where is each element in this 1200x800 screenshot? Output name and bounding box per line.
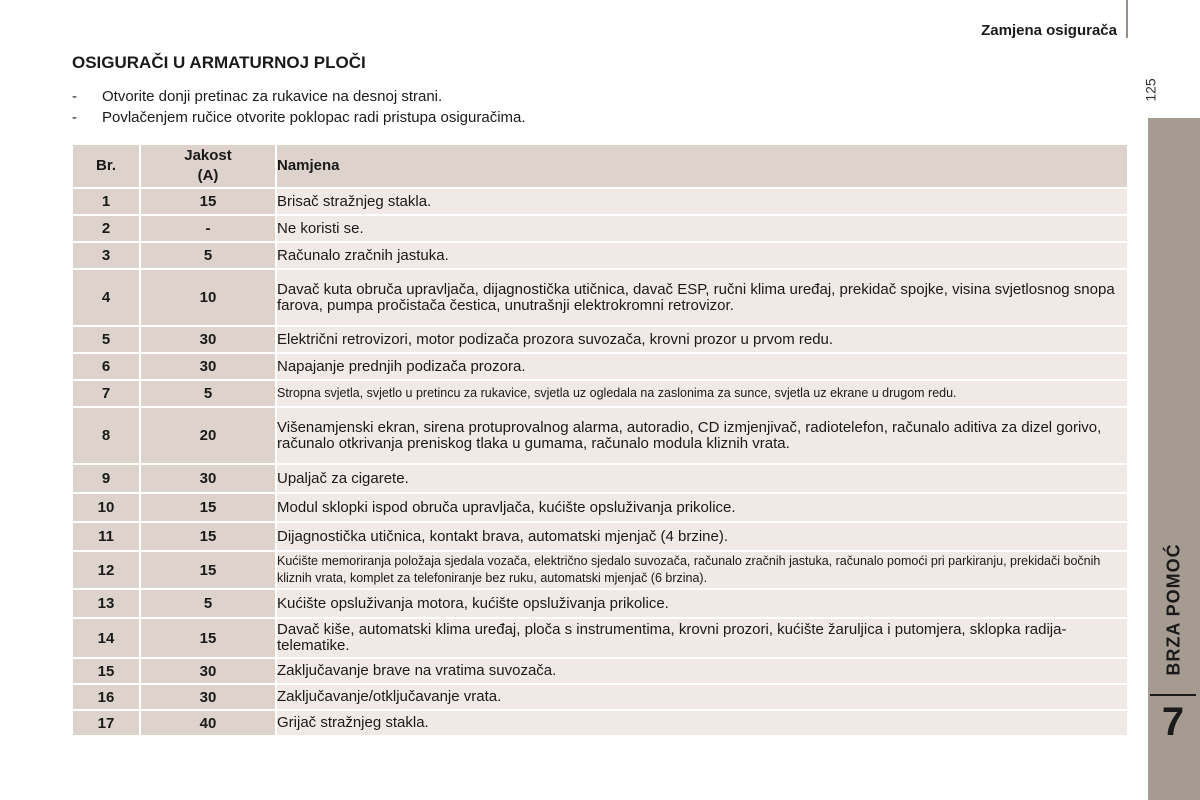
table-row [72,215,1128,242]
table-row [72,658,1128,684]
fuse-number: 10 [72,493,140,522]
fuse-purpose: Višenamjenski ekran, sirena protuprovalnog alarma, autoradio, CD izmjenjivač, radiotelefon, računalo aditiva za dizel gorivo, računalo otkrivanja preniskog tlaka u gumama, računalo modula kliznih vrata. [276,407,1128,464]
chapter-label-text: BRZA POMOĆ [1163,543,1184,676]
fuse-number: 17 [72,710,140,736]
table-row [72,493,1128,522]
table-row [72,684,1128,710]
fuse-number: 14 [72,618,140,658]
table-row [72,353,1128,380]
column-header-amperage-line1: Jakost [184,147,232,164]
chapter-label [1150,535,1196,695]
fuse-amperage: 30 [140,353,276,380]
fuse-amperage: 30 [140,464,276,493]
fuse-amperage: 15 [140,522,276,551]
instruction-text: Otvorite donji pretinac za rukavice na desnoj strani. [102,88,443,105]
fuse-purpose: Davač kiše, automatski klima uređaj, ploča s instrumentima, krovni prozori, kućište žaruljica i putomjera, sklopka radija-telematike. [276,618,1128,658]
fuse-number: 6 [72,353,140,380]
fuse-number: 9 [72,464,140,493]
fuse-number: 11 [72,522,140,551]
fuse-amperage: 40 [140,710,276,736]
table-row [72,464,1128,493]
header-divider [1126,0,1128,38]
fuse-amperage: 15 [140,188,276,215]
fuse-purpose: Upaljač za cigarete. [276,464,1128,493]
fuse-purpose: Grijač stražnjeg stakla. [276,710,1128,736]
fuse-number: 12 [72,551,140,589]
section-title: OSIGURAČI U ARMATURNOJ PLOČI [72,53,366,72]
fuse-amperage: 30 [140,684,276,710]
fuse-number: 15 [72,658,140,684]
table-row [72,242,1128,269]
fuse-amperage: - [140,215,276,242]
fuse-number: 1 [72,188,140,215]
fuse-purpose: Električni retrovizori, motor podizača prozora suvozača, krovni prozor u prvom redu. [276,326,1128,353]
table-row [72,618,1128,658]
chapter-side-tab [1148,118,1200,800]
instruction-item [72,107,526,128]
column-header-amperage-line2: (A) [197,167,219,184]
fuse-number: 13 [72,589,140,618]
table-row [72,326,1128,353]
fuse-number: 8 [72,407,140,464]
page-header-title: Zamjena osigurača [981,22,1117,39]
fuse-purpose: Brisač stražnjeg stakla. [276,188,1128,215]
fuse-number: 5 [72,326,140,353]
fuse-table [71,143,1129,737]
fuse-purpose: Zaključavanje/otključavanje vrata. [276,684,1128,710]
fuse-amperage: 10 [140,269,276,326]
fuse-amperage: 20 [140,407,276,464]
fuse-amperage: 30 [140,658,276,684]
fuse-purpose: Zaključavanje brave na vratima suvozača. [276,658,1128,684]
instruction-bullet: - [72,88,77,105]
instruction-item [72,86,526,107]
fuse-purpose: Ne koristi se. [276,215,1128,242]
fuse-amperage: 30 [140,326,276,353]
fuse-amperage: 5 [140,380,276,407]
chapter-number: 7 [1161,700,1185,744]
fuse-purpose: Računalo zračnih jastuka. [276,242,1128,269]
fuse-amperage: 15 [140,493,276,522]
table-header-row [72,144,1128,188]
fuse-number: 2 [72,215,140,242]
fuse-amperage: 15 [140,551,276,589]
instruction-list [72,86,526,128]
table-row [72,522,1128,551]
fuse-number: 3 [72,242,140,269]
column-header-amperage [140,144,276,188]
fuse-number: 16 [72,684,140,710]
fuse-purpose: Dijagnostička utičnica, kontakt brava, automatski mjenjač (4 brzine). [276,522,1128,551]
table-row [72,551,1128,589]
fuse-amperage: 5 [140,589,276,618]
fuse-purpose: Kućište memoriranja položaja sjedala vozača, električno sjedalo suvozača, računalo zračnih jastuka, računalo pomoći pri parkiranju, prekidači bočnih kliznih vrata, komplet za telefoniranje bez ruku, automatski mjenjač (6 brzina). [276,551,1128,589]
fuse-purpose: Modul sklopki ispod obruča upravljača, kućište opsluživanja prikolice. [276,493,1128,522]
fuse-purpose: Davač kuta obruča upravljača, dijagnostička utičnica, davač ESP, ručni klima uređaj, prekidač spojke, visina svjetlosnog snopa farova, pumpa pročistača čestica, unutrašnji elektrokromni retrovizor. [276,269,1128,326]
column-header-purpose: Namjena [276,144,1128,188]
fuse-purpose: Stropna svjetla, svjetlo u pretincu za rukavice, svjetla uz ogledala na zaslonima za sunce, svjetla uz ekrane u drugom redu. [276,380,1128,407]
fuse-number: 7 [72,380,140,407]
page-number [1142,76,1166,106]
table-row [72,710,1128,736]
table-row [72,380,1128,407]
fuse-purpose: Napajanje prednjih podizača prozora. [276,353,1128,380]
page-number-text: 125 [1142,78,1159,102]
table-row [72,589,1128,618]
fuse-number: 4 [72,269,140,326]
instruction-bullet: - [72,109,77,126]
chapter-divider [1150,694,1196,696]
column-header-number: Br. [72,144,140,188]
table-row [72,269,1128,326]
fuse-purpose: Kućište opsluživanja motora, kućište opsluživanja prikolice. [276,589,1128,618]
instruction-text: Povlačenjem ručice otvorite poklopac radi pristupa osiguračima. [102,109,526,126]
fuse-amperage: 5 [140,242,276,269]
table-row [72,188,1128,215]
table-row [72,407,1128,464]
fuse-amperage: 15 [140,618,276,658]
